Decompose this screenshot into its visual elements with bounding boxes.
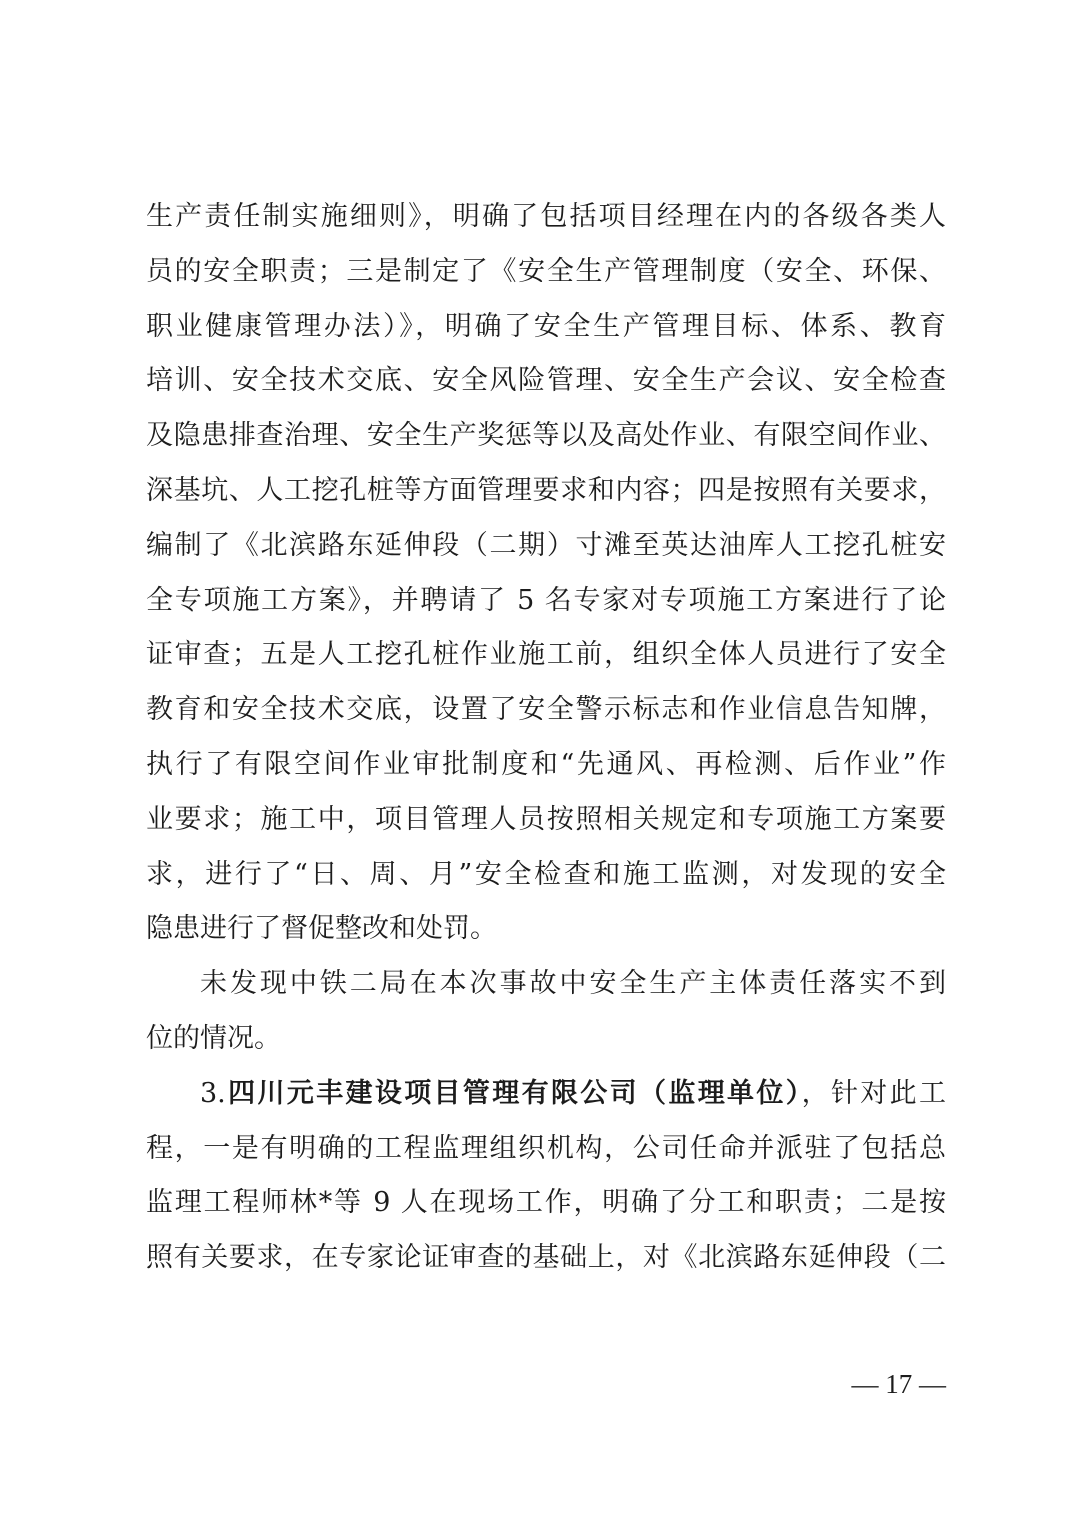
text-line: 执行了有限空间作业审批制度和“先通风、再检测、后作业”作 [146,748,946,780]
section-number: 3. [200,1077,226,1109]
text-line: 员的安全职责；三是制定了《安全生产管理制度（安全、环保、 [146,255,946,287]
text-line: 求，进行了“日、周、月”安全检查和施工监测，对发现的安全 [146,858,946,890]
text-line: 及隐患排查治理、安全生产奖惩等以及高处作业、有限空间作业、 [146,420,946,452]
document-body [146,190,946,1286]
text-line: 全专项施工方案》，并聘请了 5 名专家对专项施工方案进行了论 [146,584,946,616]
text-line: 业要求；施工中，项目管理人员按照相关规定和专项施工方案要 [146,803,946,835]
text-line: 照有关要求，在专家论证审查的基础上，对《北滨路东延伸段（二 [146,1242,946,1274]
text-line: 职业健康管理办法）》，明确了安全生产管理目标、体系、教育 [146,310,946,342]
text-line: 位的情况。 [146,1022,281,1054]
text-line: 编制了《北滨路东延伸段（二期）寸滩至英达油库人工挖孔桩安 [146,529,946,561]
text-line: 生产责任制实施细则》，明确了包括项目经理在内的各级各类人 [146,201,946,232]
text-line: 监理工程师林*等 9 人在现场工作，明确了分工和职责；二是按 [146,1187,946,1219]
text-line: 未发现中铁二局在本次事故中安全生产主体责任落实不到 [200,968,946,1000]
text-line: 教育和安全技术交底，设置了安全警示标志和作业信息告知牌， [146,694,946,726]
text-line: 证审查；五是人工挖孔桩作业施工前，组织全体人员进行了安全 [146,639,946,671]
text-line: 程，一是有明确的工程监理组织机构，公司任命并派驻了包括总 [146,1132,946,1164]
section-heading: 四川元丰建设项目管理有限公司（监理单位） [225,1077,802,1109]
text-span: ，针对此工 [801,1077,946,1109]
page-number: — 17 — [851,1369,946,1399]
text-line: 培训、安全技术交底、安全风险管理、安全生产会议、安全检查 [146,365,946,397]
text-line: 隐患进行了督促整改和处罚。 [146,913,497,945]
section-heading-line [146,1067,946,1122]
text-line: 深基坑、人工挖孔桩等方面管理要求和内容；四是按照有关要求， [146,474,946,506]
